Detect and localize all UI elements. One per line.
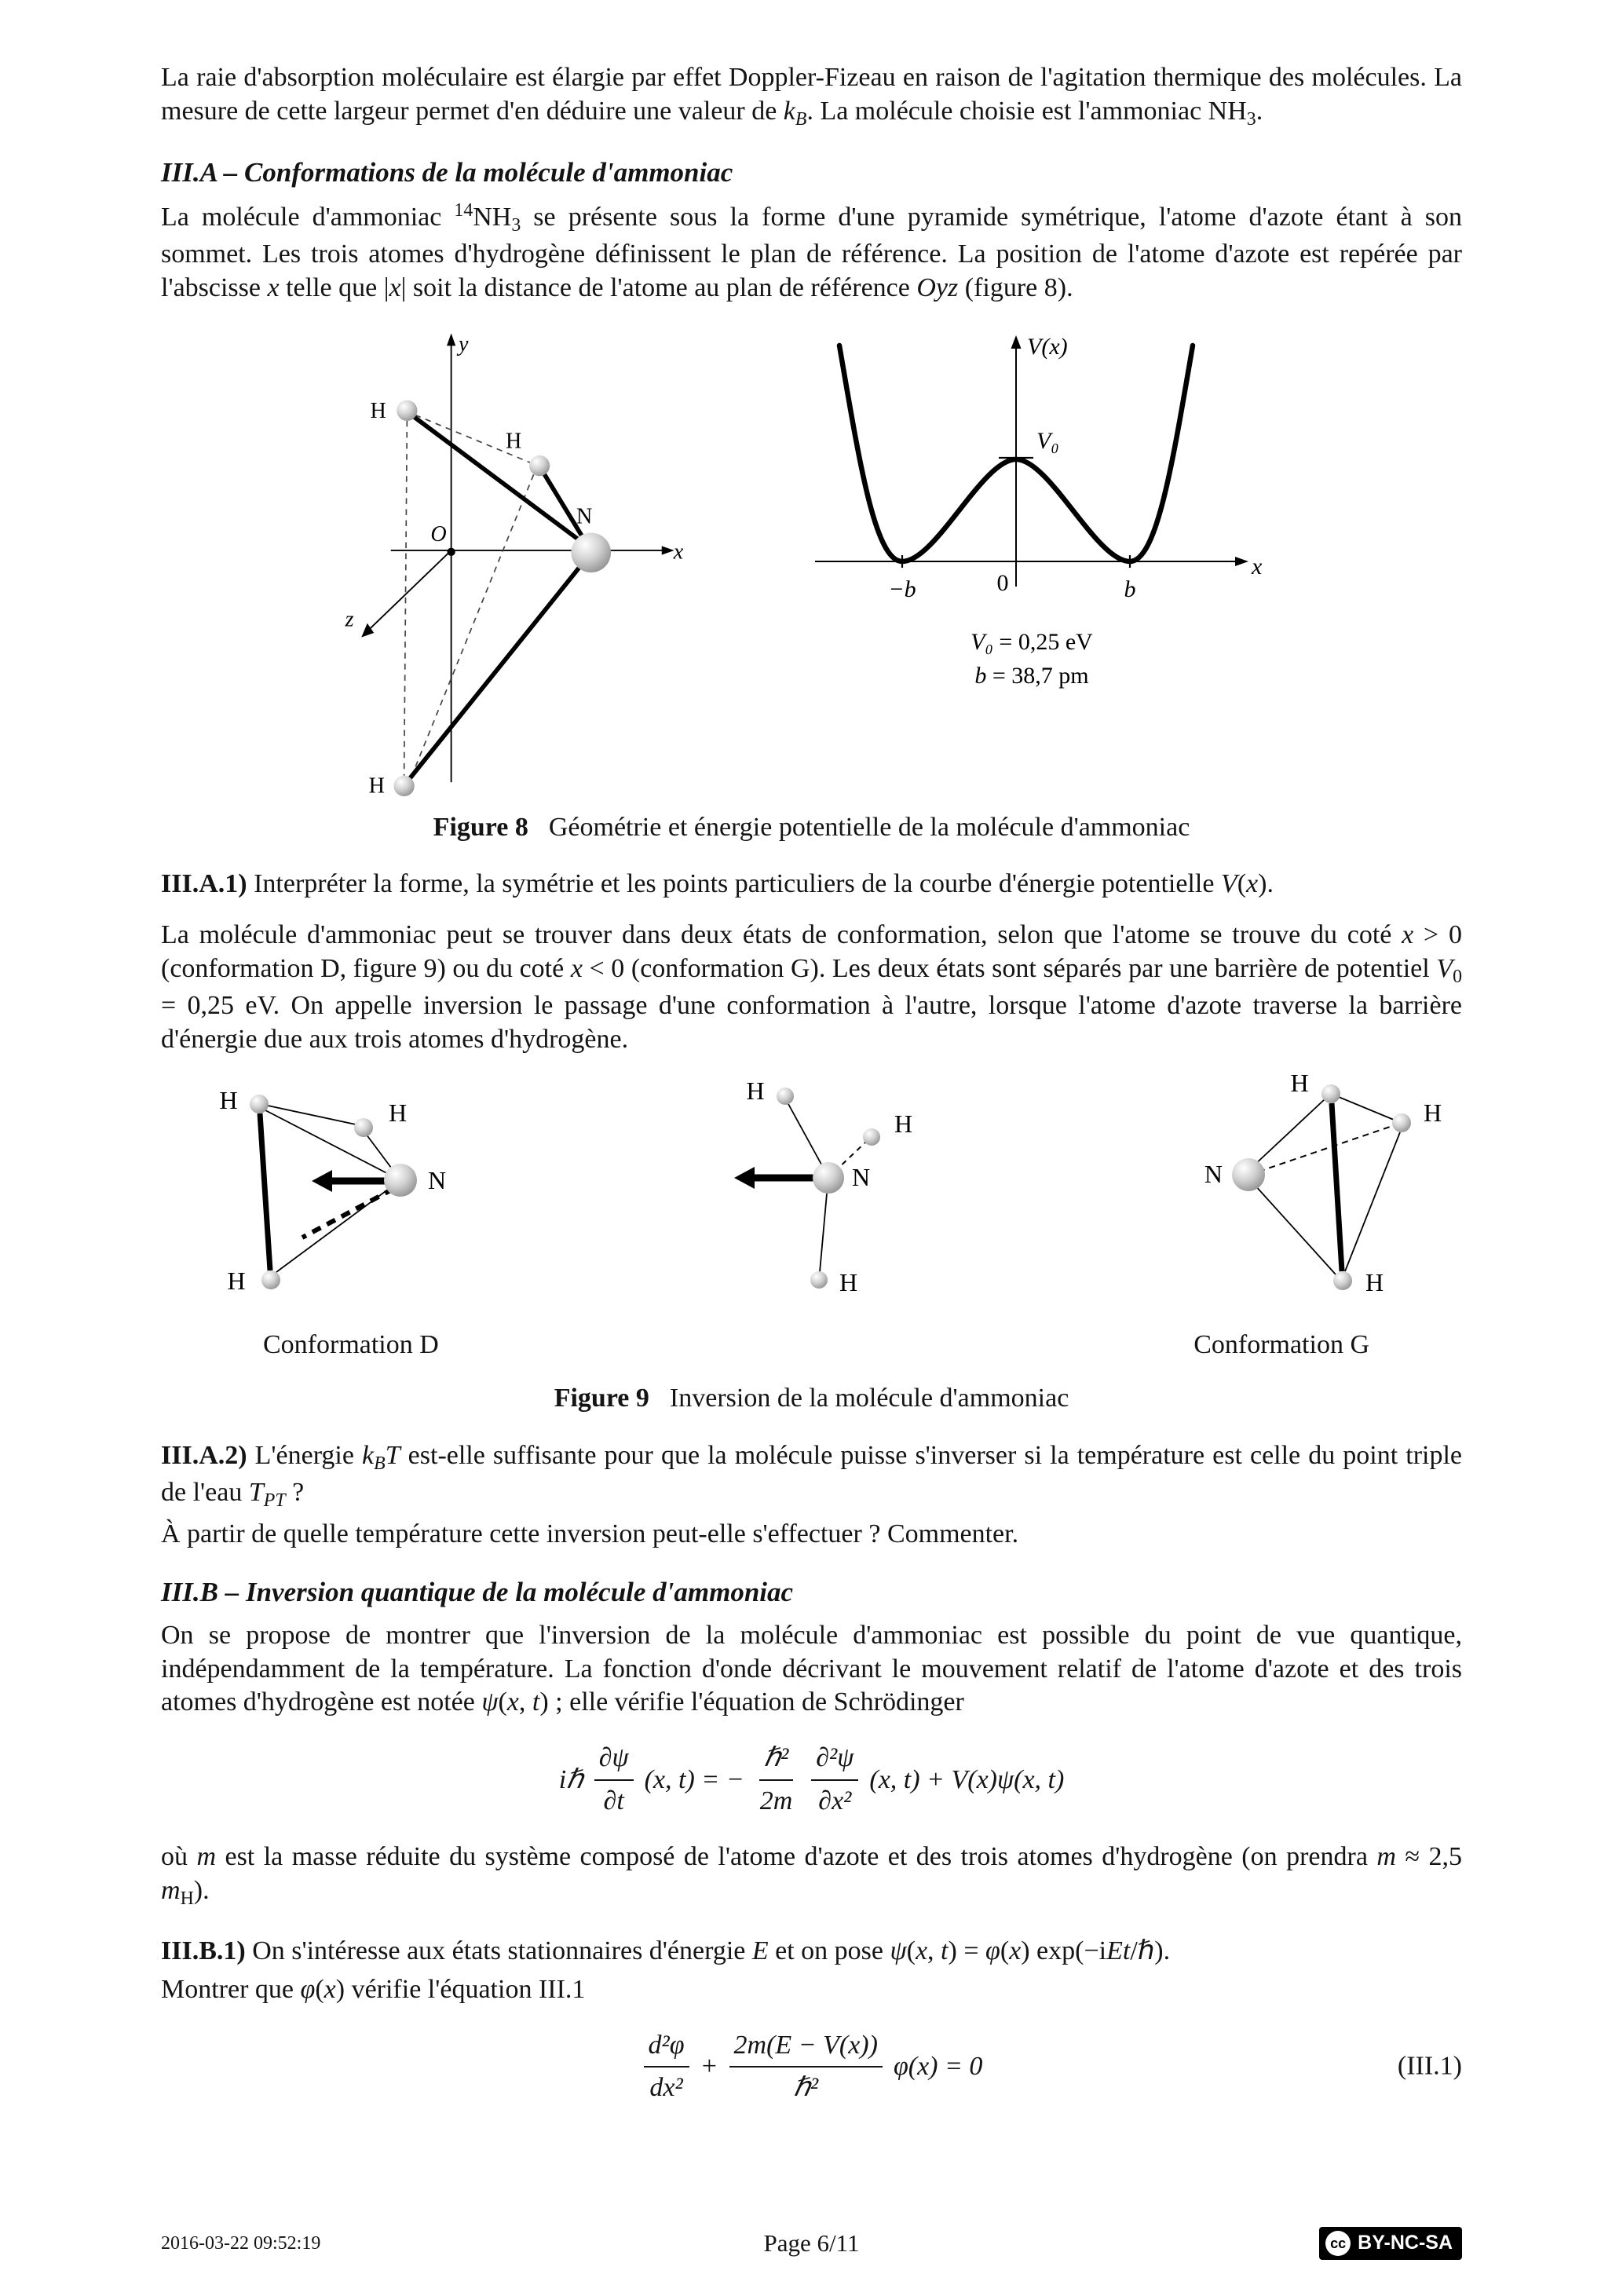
equation-number-tag: (III.1) [1397,2051,1462,2081]
v0-value-label: V₀ = 0,25 eV [970,628,1093,655]
origin-dot [447,547,455,555]
inversion-arrow-head [312,1170,332,1192]
equation-term: (x, t) = − [644,1764,744,1794]
nitrogen-sphere [571,532,611,572]
nitrogen-sphere [1232,1158,1265,1191]
fraction: $\frac{\partial\psi}{\partial t}$ [594,1742,634,1819]
reference-plane-edges [404,415,533,778]
hydrogen-sphere [393,775,414,795]
nitrogen-sphere [813,1162,844,1194]
hydrogen-sphere [810,1271,828,1289]
x-axis-label: x [673,539,683,564]
plot-x-axis-label: x [1251,553,1262,579]
inversion-arrow-head [734,1167,755,1189]
figure-9-caption [161,1382,1462,1416]
paragraph-reduced-mass: où m est la masse réduite du système composé de l'atome d'azote et des trois atomes d'hydrogène (on prendra m ≈ 2,5 $m_H$). [161,1841,1463,1909]
nitrogen-label: N [852,1162,871,1191]
hydrogen-label: H [389,1098,408,1127]
hydrogen-label: H [1424,1098,1442,1127]
hydrogen-label: H [894,1109,913,1138]
paragraph-quantum-intro: On se propose de montrer que l'inversion de la molécule d'ammoniac est possible du point de vue quantique, indépendamment de la température. La fonction d'onde décrivant le mouvement relatif de l'atome d'azote et des trois atomes d'hydrogène est notée ψ(x, t) ; elle vérifie l'équation de Schrödinger [161,1620,1462,1717]
section-heading-iiib: III.B – Inversion quantique de la molécule d'ammoniac [161,1576,794,1607]
footer-page-number: Page 6/11 [763,2229,860,2258]
question-iiia2: III.A.2) L'énergie $k_BT$ est-elle suffisante pour que la molécule puisse s'inverser si la température est celle du point triple de l'eau $T_{PT}$ ? [161,1440,1463,1511]
x-axis-arrow [661,546,674,554]
figure-9 [161,1074,1462,1416]
nitrogen-label: N [576,503,592,528]
fraction: $\frac{\text{∂²ψ}}{\text{∂x²}}$ [811,1742,858,1819]
equation-term: φ(x) = 0 [893,2051,983,2081]
hydrogen-label: H [370,398,386,423]
intro-paragraph: La raie d'absorption moléculaire est élargie par effet Doppler-Fizeau en raison de l'agitation thermique des molécules. La mesure de cette largeur permet d'en déduire une valeur de $k_B$. La molécule choisie est l'ammoniac $NH_3$. [161,63,1462,130]
page-footer [161,2227,1462,2260]
hydrogen-sphere [250,1095,269,1113]
equation-term: (x, t) + V(x)ψ(x, t) [869,1764,1065,1794]
cc-license-badge [1319,2227,1462,2260]
z-axis-label: z [345,607,354,632]
conformation-g-label: Conformation G [1193,1329,1369,1359]
figure-9-caption-text: Inversion de la molécule d'ammoniac [669,1383,1069,1413]
schrodinger-equation [161,1742,1462,1819]
question-iiia2-followup: À partir de quelle température cette inversion peut-elle s'effectuer ? Commenter. [161,1519,1019,1548]
plot-axes [815,346,1237,587]
hydrogen-label: H [1365,1267,1384,1296]
hydrogen-sphere [529,455,550,476]
potential-energy-plot [796,326,1283,695]
figure-8-caption-text: Géométrie et énergie potentielle de la molécule d'ammoniac [548,812,1190,842]
paragraph-conformations: La molécule d'ammoniac peut se trouver dans deux états de conformation, selon que l'atome se trouve du coté x > 0 (conformation D, figure 9) ou du coté x < 0 (conformation G). Les deux états sont séparés par une barrière de potentiel $V_0 = 0,25$ eV. On appelle inversion le passage d'une conformation à l'autre, lorsque l'atome d'azote traverse la barrière d'énergie due aux trois atomes d'hydrogène. [161,920,1462,1055]
figure-8-caption-label: Figure 8 [433,812,528,842]
license-label: BY-NC-SA [1358,2232,1453,2254]
hydrogen-label: H [368,773,385,797]
nitrogen-sphere [384,1164,417,1197]
conformation-g-group [1204,1074,1442,1296]
hydrogen-sphere [1392,1113,1411,1132]
question-iiia1: III.A.1) Interpréter la forme, la symétrie et les points particuliers de la courbe d'énergie potentielle V(x). [161,869,1274,899]
fraction: $\frac{\text{d²φ}}{\text{dx²}}$ [644,2029,689,2106]
y-axis-arrow [447,333,455,345]
origin-label: O [430,521,447,547]
transition-state-group [734,1077,912,1296]
nitrogen-label: N [428,1165,447,1194]
inversion-diagram [161,1074,1462,1310]
hydrogen-sphere [1321,1084,1340,1103]
hydrogen-sphere [1333,1271,1352,1290]
cc-logo-icon: cc [1325,2231,1351,2256]
hydrogen-sphere [354,1118,373,1137]
hidden-bond-dashed [1259,1126,1392,1172]
figure-8-row [161,326,1462,797]
footer-license-area [860,2227,1463,2260]
question-iiib1: III.B.1) On s'intéresse aux états stationnaires d'énergie E et on pose ψ(x, t) = φ(x) exp(−iEt/ℏ). [161,1936,1171,1965]
hydrogen-sphere [777,1088,794,1105]
hydrogen-label: H [1290,1073,1309,1097]
hydrogen-label: H [505,429,521,454]
section-heading-iiia: III.A – Conformations de la molécule d'ammoniac [161,156,733,188]
y-axis-label: y [458,331,468,356]
z-axis-arrow [361,623,374,637]
hydrogen-label: H [227,1266,246,1295]
equation-term: + [700,2051,718,2081]
hydrogen-label: H [219,1085,238,1114]
hydrogen-label: H [839,1267,858,1296]
hydrogen-sphere [397,400,417,420]
minus-b-tick-label: −b [887,576,916,602]
nh-bonds [408,415,588,780]
v-axis-label: V(x) [1026,333,1068,360]
hydrogen-sphere [863,1128,880,1146]
x-axis-arrow [1235,557,1248,566]
fraction: $\frac{\text{ℏ²}}{2m}$ [759,1743,793,1816]
footer-timestamp: 2016-03-22 09:52:19 [161,2232,321,2254]
molecule-geometry-diagram [341,326,694,797]
figure-8 [161,326,1462,845]
equation-iii1 [161,2029,1462,2106]
question-iiib1-followup: Montrer que φ(x) vérifie l'équation III.1 [161,1974,586,2004]
figure-8-caption [161,811,1462,845]
fraction: $\frac{2m(E - V(x))}{\text{ℏ²}}$ [729,2029,883,2106]
zero-tick-label: 0 [996,569,1008,596]
conformation-d-group [219,1086,446,1295]
hydrogen-sphere [261,1270,280,1289]
equation-term: iℏ [558,1764,583,1794]
conformation-d-label: Conformation D [263,1329,439,1359]
b-tick-label: b [1124,576,1135,602]
conformation-labels-row [161,1329,1462,1368]
figure-9-caption-label: Figure 9 [554,1383,649,1413]
v0-level-label: V₀ [1036,427,1059,454]
paragraph-molecule-description: La molécule d'ammoniac $^{14}NH_3$ se présente sous la forme d'une pyramide symétrique, l'atome d'azote étant à son sommet. Les trois atomes d'hydrogène définissent le plan de référence. La position de l'atome d'azote est repérée par l'abscisse x telle que |x| soit la distance de l'atome au plan de référence Oyz (figure 8). [161,200,1462,302]
v-axis-arrow [1011,335,1021,349]
hydrogen-label: H [746,1076,765,1105]
b-value-label: b = 38,7 pm [974,662,1089,689]
nitrogen-label: N [1204,1159,1223,1188]
